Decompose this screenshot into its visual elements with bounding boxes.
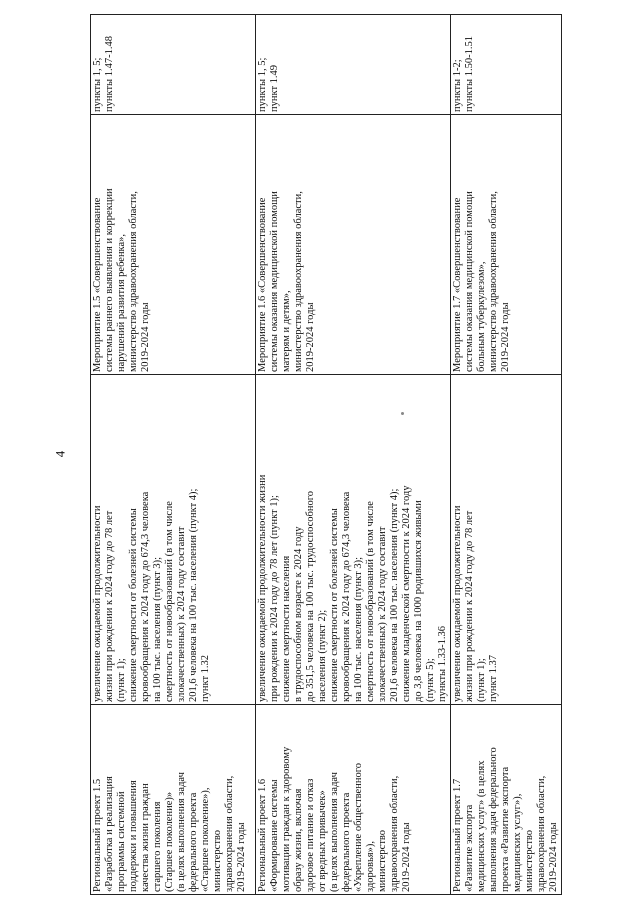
measure-cell: [256, 115, 451, 375]
cell-text-line: нарушений развития ребенка»,: [116, 233, 127, 372]
cell-text-line: (в целях выполнения задач: [176, 772, 187, 892]
cell-text-line: здоровое питание и отказ: [305, 778, 316, 892]
cell-text-line: «Старшее поколение»),: [200, 787, 211, 892]
cell-text-line: Региональный проект 1.7: [452, 778, 463, 892]
table-row: [91, 15, 256, 895]
cell-text-line: министерство: [524, 829, 535, 892]
cell-text-line: смертность от новообразований (в том числе: [164, 501, 175, 702]
cell-text-line: «Разработка и реализация: [104, 776, 115, 892]
indicators-cell: [91, 375, 256, 705]
cell-text-line: министерство здравоохранения области,: [128, 191, 139, 372]
project-cell: [256, 705, 451, 895]
cell-text-line: Региональный проект 1.5: [92, 778, 103, 892]
cell-text-line: 2019-2024 годы: [548, 822, 559, 892]
cell-text-line: министерство: [212, 829, 223, 892]
cell-text-line: пункты 1.50-1.51: [464, 36, 475, 112]
cell-text-line: мотивации граждан к здоровому: [281, 746, 292, 892]
cell-text-line: снижение смертности населения: [281, 555, 292, 702]
cell-text-line: (пункт 1);: [476, 658, 487, 702]
cell-text-line: (пункт 5);: [425, 658, 436, 702]
cell-text-line: федерального проекта: [188, 792, 199, 892]
cell-text-line: образу жизни, включая: [293, 788, 304, 892]
cell-text-line: снижение смертности от болезней системы: [128, 508, 139, 702]
cell-text-line: матерям и детям»,: [281, 290, 292, 372]
cell-text-line: здравоохранения области,: [389, 775, 400, 892]
cell-text-line: медицинских услуг»),: [512, 793, 523, 892]
indicators-cell: [451, 375, 562, 705]
cell-text-line: до 351,5 человека на 100 тыс. трудоспособного: [305, 491, 316, 702]
measure-cell: [91, 115, 256, 375]
cell-text-line: снижение младенческой смертности к 2024 году: [401, 485, 412, 702]
cell-text-line: увеличение ожидаемой продолжительности: [452, 505, 463, 702]
program-table: [90, 14, 562, 895]
cell-text-line: пункт 1.37: [488, 654, 499, 702]
project-cell: [91, 705, 256, 895]
cell-text-line: (в целях выполнения задач: [329, 772, 340, 892]
cell-text-line: увеличение ожидаемой продолжительности: [92, 505, 103, 702]
cell-text-line: до 3,8 человека на 1000 родившихся живыми: [413, 500, 424, 702]
cell-text-line: министерство здравоохранения области,: [293, 191, 304, 372]
cell-text-line: 2019-2024 годы: [500, 302, 511, 372]
cell-text-line: жизни при рождении к 2024 году до 78 лет: [104, 510, 115, 702]
cell-text-line: кровообращения к 2024 году до 674,3 человека: [140, 491, 151, 702]
cell-text-line: 2019-2024 годы: [236, 822, 247, 892]
indicators-cell: [256, 375, 451, 705]
project-cell: [451, 705, 562, 895]
cell-text-line: при рождении к 2024 году до 78 лет (пункт 1);: [269, 495, 280, 702]
points-cell: [256, 15, 451, 115]
cell-text-line: смертность от новообразований (в том числе: [365, 501, 376, 702]
cell-text-line: в трудоспособном возрасте к 2024 году: [293, 526, 304, 702]
cell-text-line: 201,6 человека на 100 тыс. населения (пункт 4);: [389, 488, 400, 702]
cell-text-line: федерального проекта: [341, 792, 352, 892]
points-cell: [451, 15, 562, 115]
cell-text-line: системы раннего выявления и коррекции: [104, 188, 115, 372]
cell-text-line: (пункт 1);: [116, 658, 127, 702]
cell-text-line: Мероприятие 1.6 «Совершенствование: [257, 197, 268, 372]
table-row: [451, 15, 562, 895]
cell-text-line: медицинских услуг» (в целях: [476, 760, 487, 892]
points-cell: [91, 15, 256, 115]
cell-text-line: программы системной: [116, 791, 127, 892]
cell-text-line: увеличение ожидаемой продолжительности жизни: [257, 474, 268, 702]
cell-text-line: пункт 1.49: [269, 64, 280, 112]
cell-text-line: 2019-2024 годы: [140, 302, 151, 372]
cell-text-line: на 100 тыс. населения (пункт 3);: [353, 557, 364, 702]
cell-text-line: «Формирование системы: [269, 779, 280, 892]
cell-text-line: жизни при рождении к 2024 году до 78 лет: [464, 510, 475, 702]
cell-text-line: Мероприятие 1.5 «Совершенствование: [92, 197, 103, 372]
cell-text-line: населения (пункт 2);: [317, 609, 328, 702]
cell-text-line: 201,6 человека на 100 тыс. населения (пункт 4);: [188, 488, 199, 702]
cell-text-line: пункты 1-2;: [452, 59, 463, 112]
table-row: [256, 15, 451, 895]
cell-text-line: снижение смертности от болезней системы: [329, 508, 340, 702]
cell-text-line: 2019-2024 годы: [305, 302, 316, 372]
cell-text-line: кровообращения к 2024 году до 674,3 человека: [341, 491, 352, 702]
cell-text-line: «Развитие экспорта: [464, 804, 475, 892]
cell-text-line: здравоохранения области,: [536, 775, 547, 892]
cell-text-line: «Укрепление общественного: [353, 762, 364, 892]
cell-text-line: Мероприятие 1.7 «Совершенствование: [452, 197, 463, 372]
cell-text-line: здравоохранения области,: [224, 775, 235, 892]
cell-text-line: пункты 1.33-1.36: [437, 626, 448, 702]
cell-text-line: пункт 1.32: [200, 654, 211, 702]
cell-text-line: качества жизни граждан: [140, 783, 151, 892]
cell-text-line: 2019-2024 годы: [401, 822, 412, 892]
cell-text-line: проекта «Развитие экспорта: [500, 766, 511, 892]
cell-text-line: старшего поколения: [152, 801, 163, 892]
cell-text-line: Региональный проект 1.6: [257, 778, 268, 892]
cell-text-line: министерство здравоохранения области,: [488, 191, 499, 372]
cell-text-line: системы оказания медицинской помощи: [464, 191, 475, 372]
cell-text-line: (Старшее поколение)»: [164, 791, 175, 892]
cell-text-line: системы оказания медицинской помощи: [269, 191, 280, 372]
cell-text-line: от вредных привычек»: [317, 790, 328, 892]
page-number: 4: [52, 450, 68, 458]
cell-text-line: пункты 1, 5;: [92, 57, 103, 112]
cell-text-line: пункты 1.47-1.48: [104, 36, 115, 112]
cell-text-line: здоровья»),: [365, 841, 376, 892]
cell-text-line: министерство: [377, 829, 388, 892]
measure-cell: [451, 115, 562, 375]
cell-text-line: злокачественных) к 2024 году составит: [377, 526, 388, 702]
cell-text-line: на 100 тыс. населения (пункт 3);: [152, 557, 163, 702]
cell-text-line: выполнения задач федерального: [488, 747, 499, 892]
rotated-table-container: [90, 15, 559, 895]
cell-text-line: злокачественных) к 2024 году составит: [176, 526, 187, 702]
cell-text-line: больным туберкулезом»,: [476, 261, 487, 372]
cell-text-line: пункты 1, 5;: [257, 57, 268, 112]
cell-text-line: поддержки и повышения: [128, 780, 139, 892]
